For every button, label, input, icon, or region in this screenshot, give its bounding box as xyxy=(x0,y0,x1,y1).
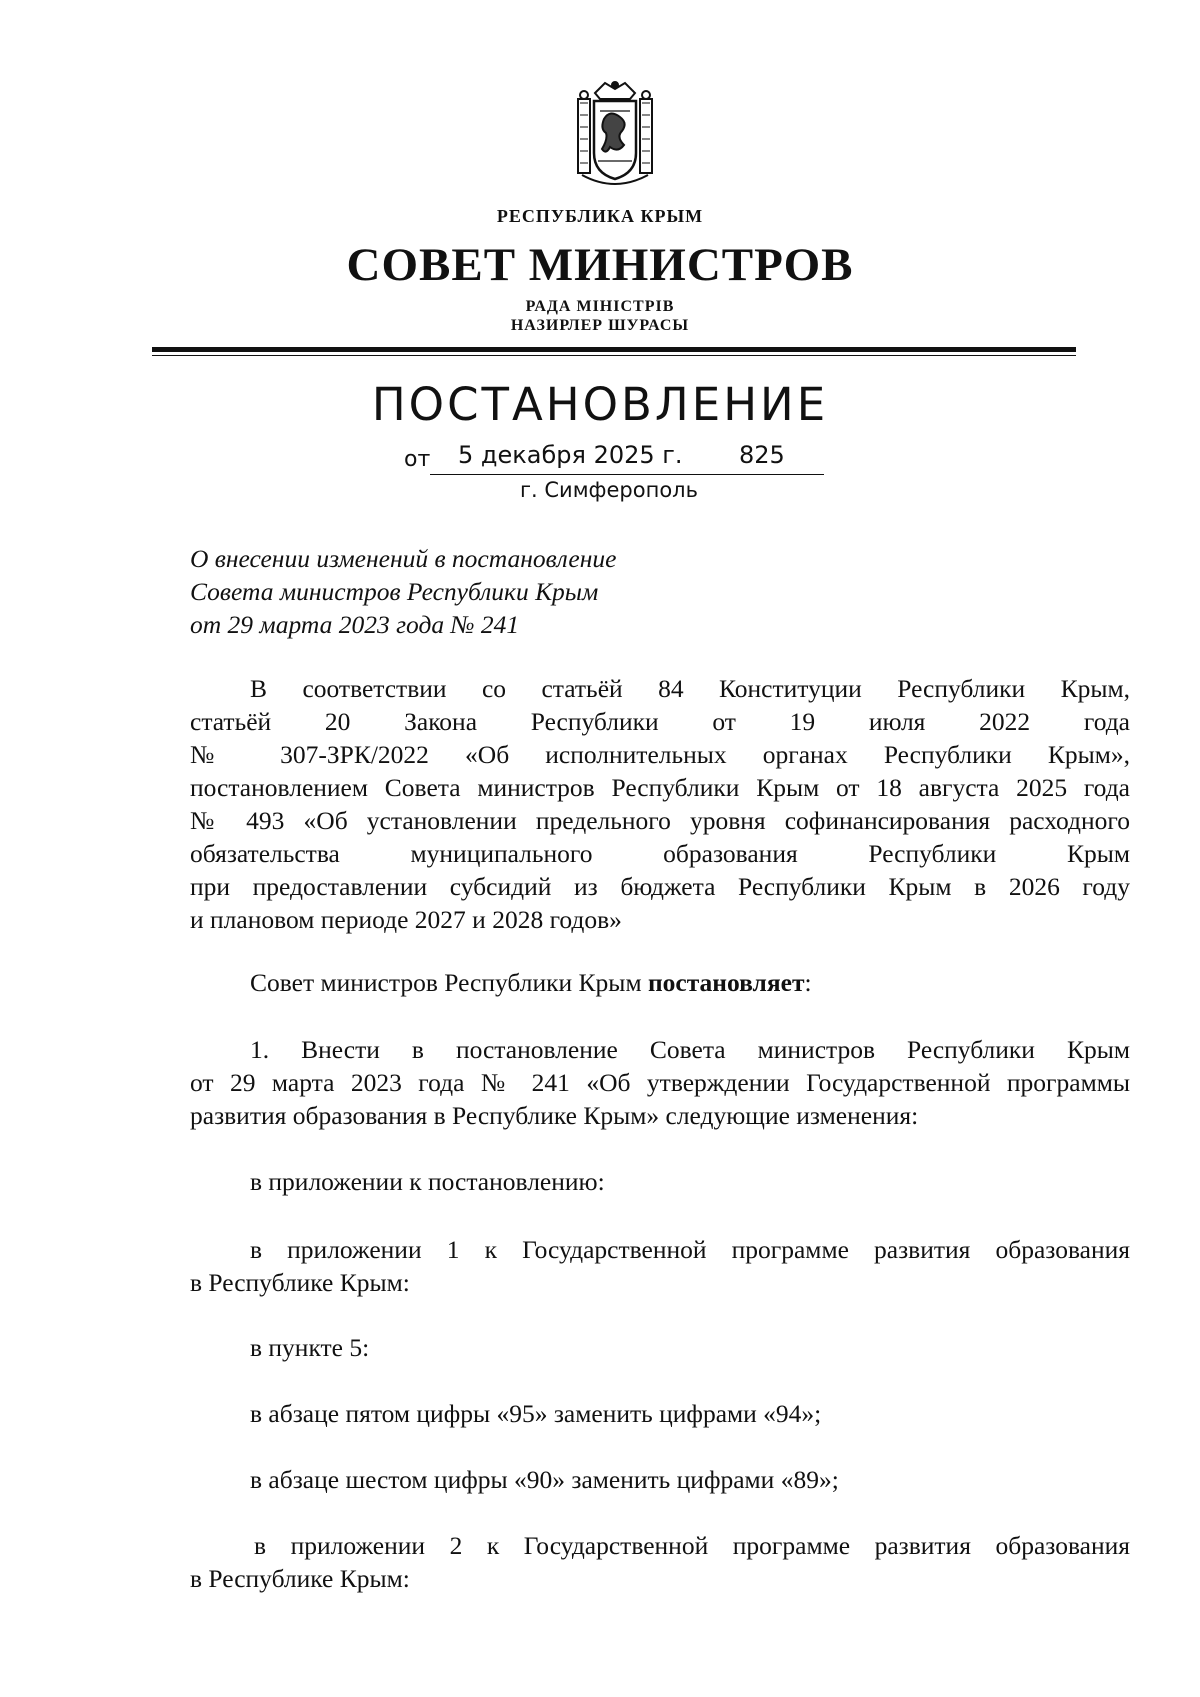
item-1-line: развития образования в Республике Крым» следующие изменения: xyxy=(190,1101,919,1130)
para-6-paragraph xyxy=(190,1463,1130,1496)
crimea-coat-of-arms-icon xyxy=(560,75,670,193)
in-appendix-line: в приложении к постановлению: xyxy=(250,1167,605,1196)
document-subject xyxy=(190,542,810,641)
appendix-1-line: в Республике Крым: xyxy=(190,1268,410,1297)
point-5-line: в пункте 5: xyxy=(250,1333,370,1362)
basis-paragraph xyxy=(190,672,1130,936)
date-number-line xyxy=(404,441,824,477)
header-divider-thick xyxy=(152,347,1076,352)
republic-name: РЕСПУБЛИКА КРЫМ xyxy=(496,206,704,226)
appendix-1-paragraph xyxy=(190,1233,1130,1299)
council-title: СОВЕТ МИНИСТРОВ xyxy=(346,239,854,291)
basis-line: № 307-ЗРК/2022 «Об исполнительных органах Республики Крым», xyxy=(190,740,1130,769)
resolves-text: Совет министров Республики Крым xyxy=(250,968,648,997)
subject-line: Совета министров Республики Крым xyxy=(190,577,599,606)
subject-line: от 29 марта 2023 года № 241 xyxy=(190,610,520,639)
appendix-2-line: в приложении 2 к Государственной программе развития образования xyxy=(254,1531,1130,1560)
subject-line: О внесении изменений в постановление xyxy=(190,544,617,573)
basis-line: при предоставлении субсидий из бюджета Республики Крым в 2026 году xyxy=(190,872,1130,901)
para-6-line: в абзаце шестом цифры «90» заменить цифрами «89»; xyxy=(250,1465,839,1494)
item-1-line: от 29 марта 2023 года № 241 «Об утверждении Государственной программы xyxy=(190,1068,1130,1097)
appendix-2-paragraph xyxy=(190,1529,1130,1595)
para-5-line: в абзаце пятом цифры «95» заменить цифрами «94»; xyxy=(250,1399,822,1428)
resolves-keyword: постановляет xyxy=(647,968,805,997)
appendix-2-line: в Республике Крым: xyxy=(190,1564,410,1593)
resolves-paragraph xyxy=(190,966,1130,999)
point-5-paragraph xyxy=(190,1331,1130,1364)
basis-line: В соответствии со статьёй 84 Конституции Республики Крым, xyxy=(250,674,1130,703)
item-1-line: 1. Внести в постановление Совета министров Республики Крым xyxy=(250,1035,1130,1064)
document-number: 825 xyxy=(739,441,785,469)
date-prefix: от xyxy=(404,447,431,472)
header-divider-thin xyxy=(152,355,1076,356)
resolves-colon: : xyxy=(804,968,812,997)
in-appendix-paragraph xyxy=(190,1165,1130,1198)
council-title-ua: РАДА МІНІСТРІВ xyxy=(525,298,675,315)
basis-line: № 493 «Об установлении предельного уровня софинансирования расходного xyxy=(190,806,1130,835)
basis-line: постановлением Совета министров Республики Крым от 18 августа 2025 года xyxy=(190,773,1130,802)
document-date: 5 декабря 2025 г. xyxy=(458,441,683,469)
council-title-crh: НАЗИРЛЕР ШУРАСЫ xyxy=(510,317,690,334)
basis-line: статьёй 20 Закона Республики от 19 июля 2022 года xyxy=(190,707,1130,736)
document-type: ПОСТАНОВЛЕНИЕ xyxy=(371,378,829,431)
basis-line: и плановом периоде 2027 и 2028 годов» xyxy=(190,905,622,934)
para-5-paragraph xyxy=(190,1397,1130,1430)
appendix-1-line: в приложении 1 к Государственной программе развития образования xyxy=(250,1235,1130,1264)
basis-line: обязательства муниципального образования Республики Крым xyxy=(190,839,1130,868)
item-1-paragraph xyxy=(190,1033,1130,1132)
document-city: г. Симферополь xyxy=(520,478,698,502)
date-underline xyxy=(430,474,824,475)
